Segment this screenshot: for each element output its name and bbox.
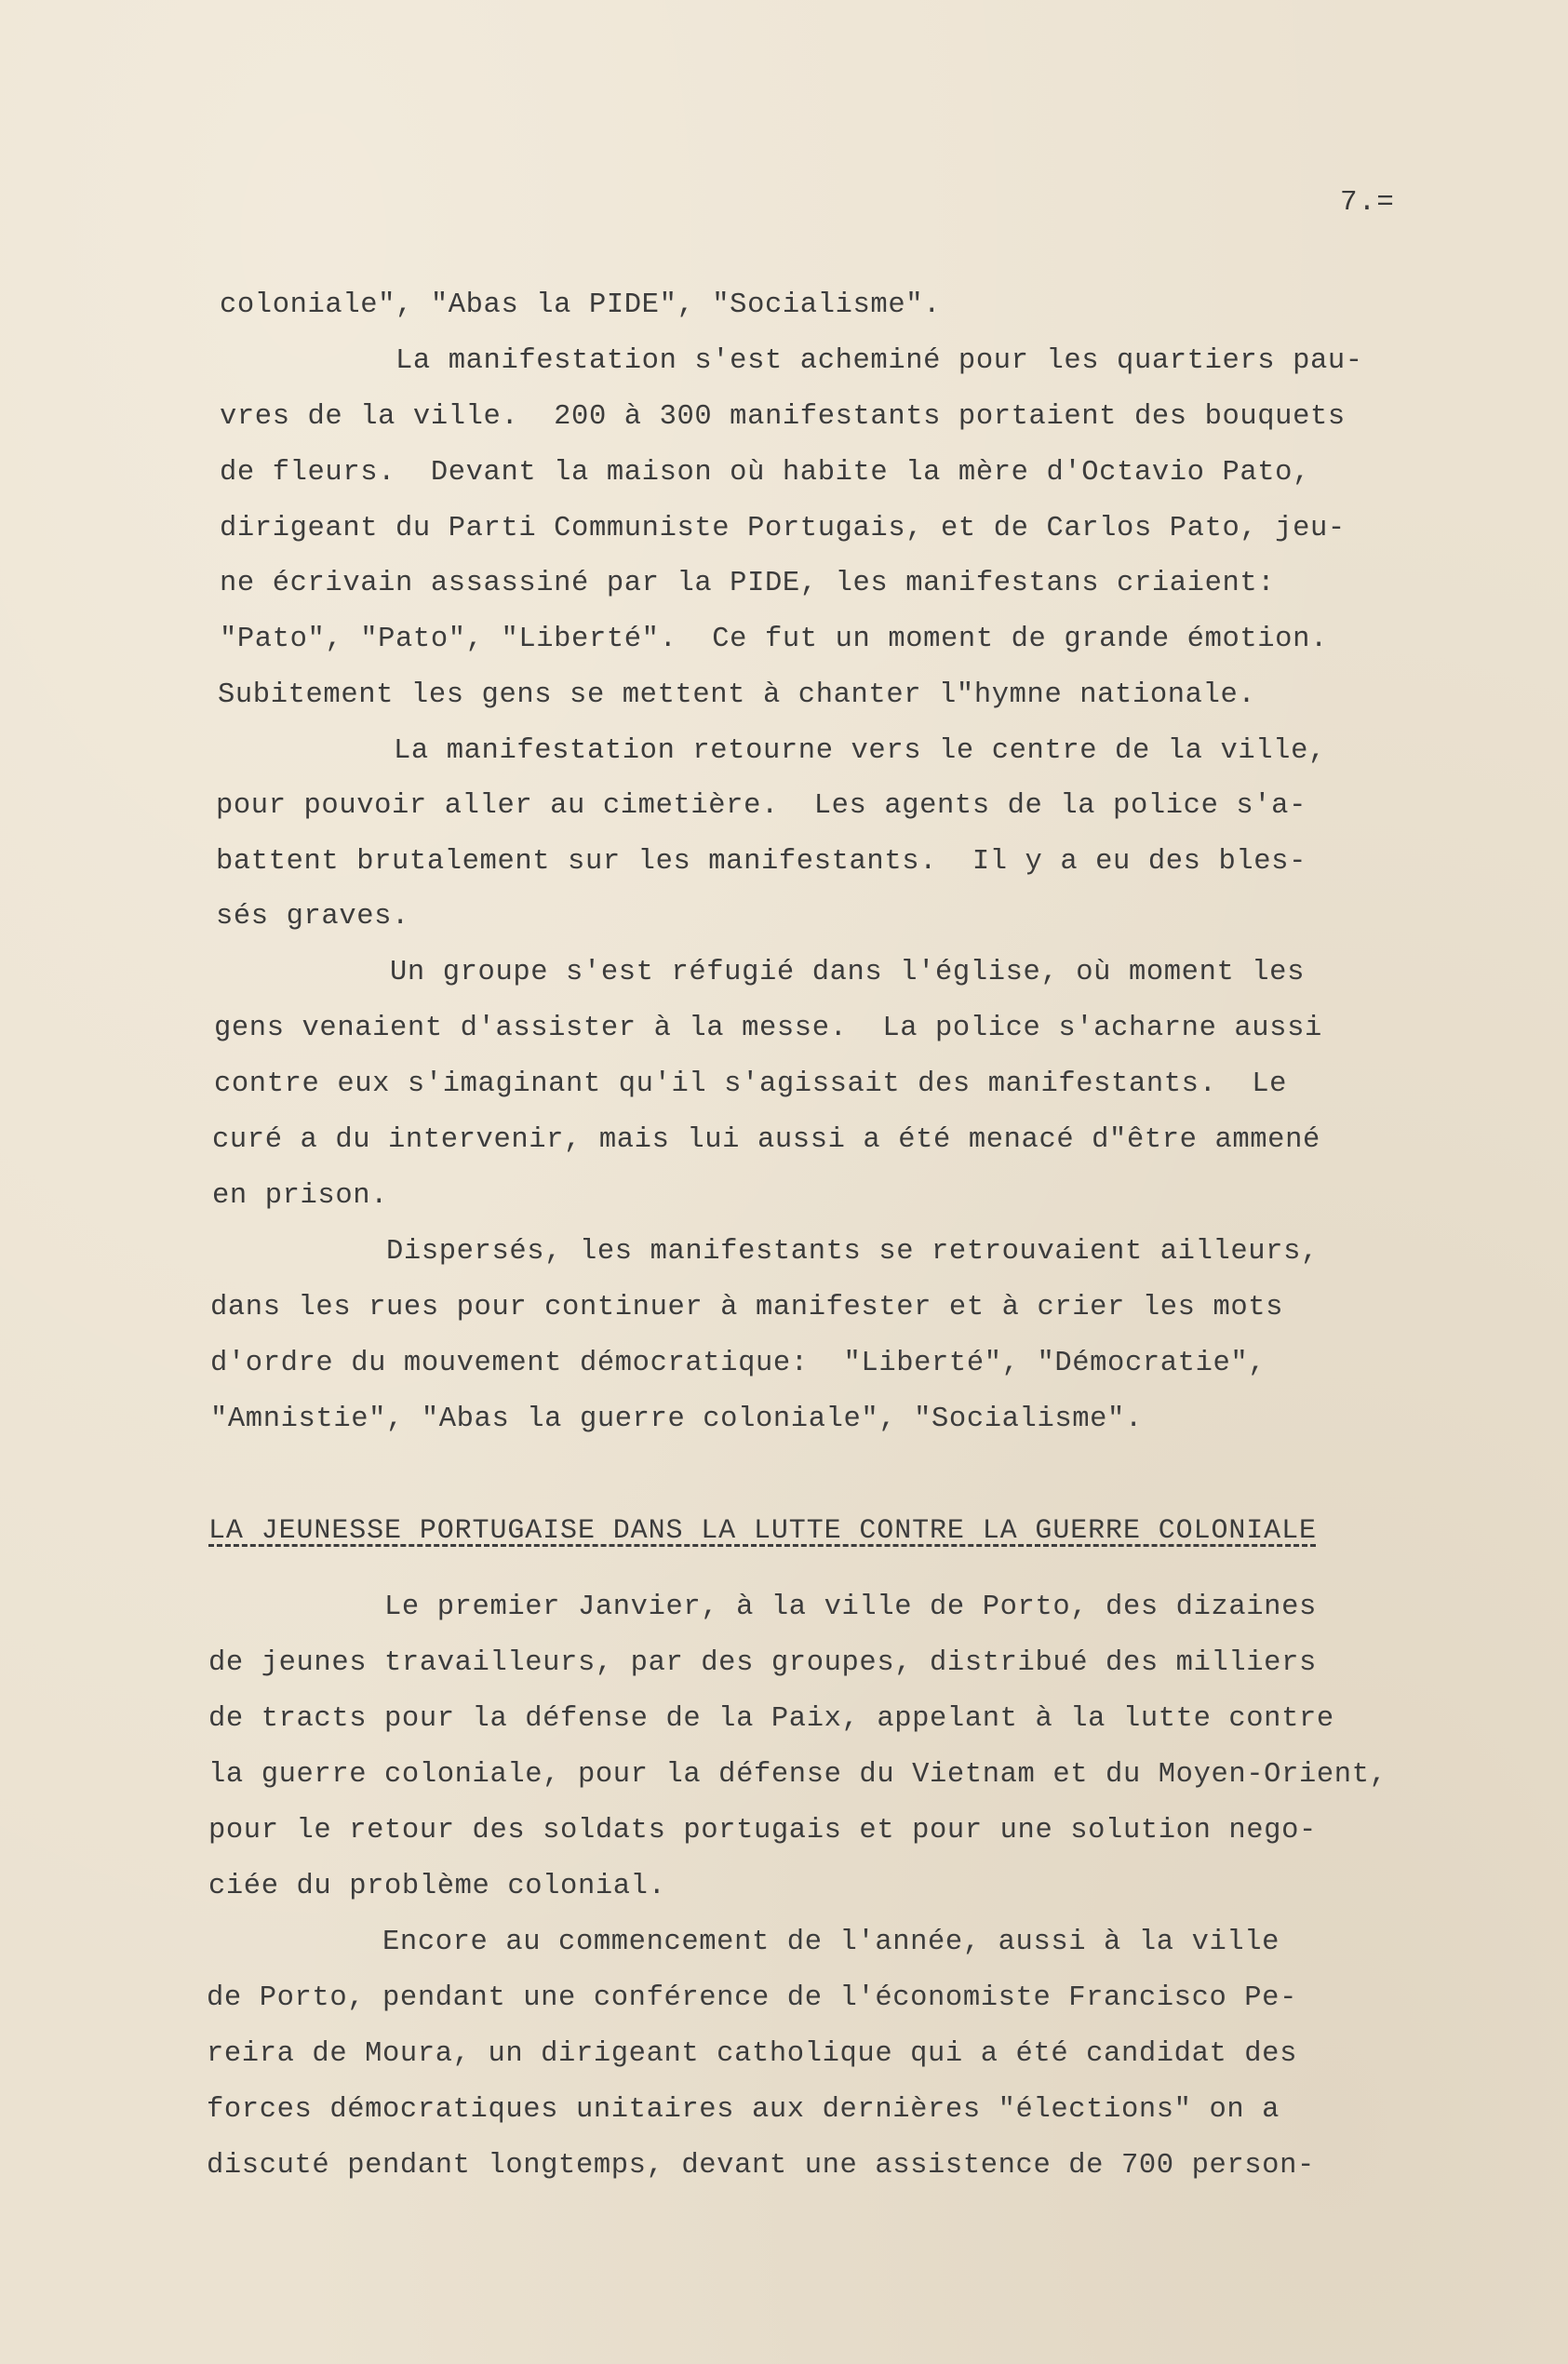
text-line: La manifestation s'est acheminé pour les quartiers pau-: [220, 345, 1363, 377]
text-line: Subitement les gens se mettent à chanter l"hymne nationale.: [218, 679, 1256, 711]
text-line: sés graves.: [216, 901, 409, 933]
text-line: de tracts pour la défense de la Paix, appelant à la lutte contre: [208, 1703, 1334, 1735]
text-line: dans les rues pour continuer à manifester et à crier les mots: [210, 1292, 1284, 1323]
text-line: "Pato", "Pato", "Liberté". Ce fut un moment de grande émotion.: [220, 624, 1328, 655]
text-line: de Porto, pendant une conférence de l'économiste Francisco Pe-: [207, 1982, 1297, 2014]
page-number: 7.=: [1340, 186, 1395, 219]
text-line: reira de Moura, un dirigeant catholique qui a été candidat des: [207, 2038, 1297, 2070]
text-line: pour le retour des soldats portugais et pour une solution nego-: [208, 1815, 1317, 1847]
text-line: discuté pendant longtemps, devant une assistence de 700 person-: [207, 2150, 1315, 2182]
text-line: La manifestation retourne vers le centre de la ville,: [218, 735, 1326, 767]
text-line: ne écrivain assassiné par la PIDE, les manifestans criaient:: [220, 568, 1276, 599]
text-line: en prison.: [212, 1180, 389, 1212]
text-line: Encore au commencement de l'année, aussi à la ville: [207, 1927, 1280, 1958]
text-line: Dispersés, les manifestants se retrouvaient ailleurs,: [210, 1236, 1319, 1268]
section-heading: LA JEUNESSE PORTUGAISE DANS LA LUTTE CONTRE LA GUERRE COLONIALE: [208, 1515, 1317, 1547]
text-line: gens venaient d'assister à la messe. La police s'acharne aussi: [214, 1013, 1322, 1044]
text-line: d'ordre du mouvement démocratique: "Liberté", "Démocratie",: [210, 1348, 1266, 1379]
text-line: coloniale", "Abas la PIDE", "Socialisme".: [220, 289, 942, 321]
text-line: ciée du problème colonial.: [208, 1871, 666, 1902]
text-line: la guerre coloniale, pour la défense du Vietnam et du Moyen-Orient,: [208, 1759, 1387, 1791]
text-line: curé a du intervenir, mais lui aussi a été menacé d"être ammené: [212, 1124, 1320, 1156]
text-line: forces démocratiques unitaires aux dernières "élections" on a: [207, 2094, 1280, 2126]
text-line: de fleurs. Devant la maison où habite la mère d'Octavio Pato,: [220, 457, 1310, 489]
text-line: Le premier Janvier, à la ville de Porto, des dizaines: [208, 1592, 1317, 1623]
text-line: battent brutalement sur les manifestants. Il y a eu des bles-: [216, 846, 1307, 878]
text-line: vres de la ville. 200 à 300 manifestants portaient des bouquets: [220, 401, 1346, 433]
text-line: de jeunes travailleurs, par des groupes, distribué des milliers: [208, 1647, 1317, 1679]
text-line: pour pouvoir aller au cimetière. Les agents de la police s'a-: [216, 790, 1307, 822]
text-line: "Amnistie", "Abas la guerre coloniale", "Socialisme".: [210, 1404, 1143, 1435]
text-line: Un groupe s'est réfugié dans l'église, où moment les: [214, 957, 1305, 988]
text-line: contre eux s'imaginant qu'il s'agissait des manifestants. Le: [214, 1068, 1288, 1100]
text-line: dirigeant du Parti Communiste Portugais, et de Carlos Pato, jeu-: [220, 513, 1346, 544]
